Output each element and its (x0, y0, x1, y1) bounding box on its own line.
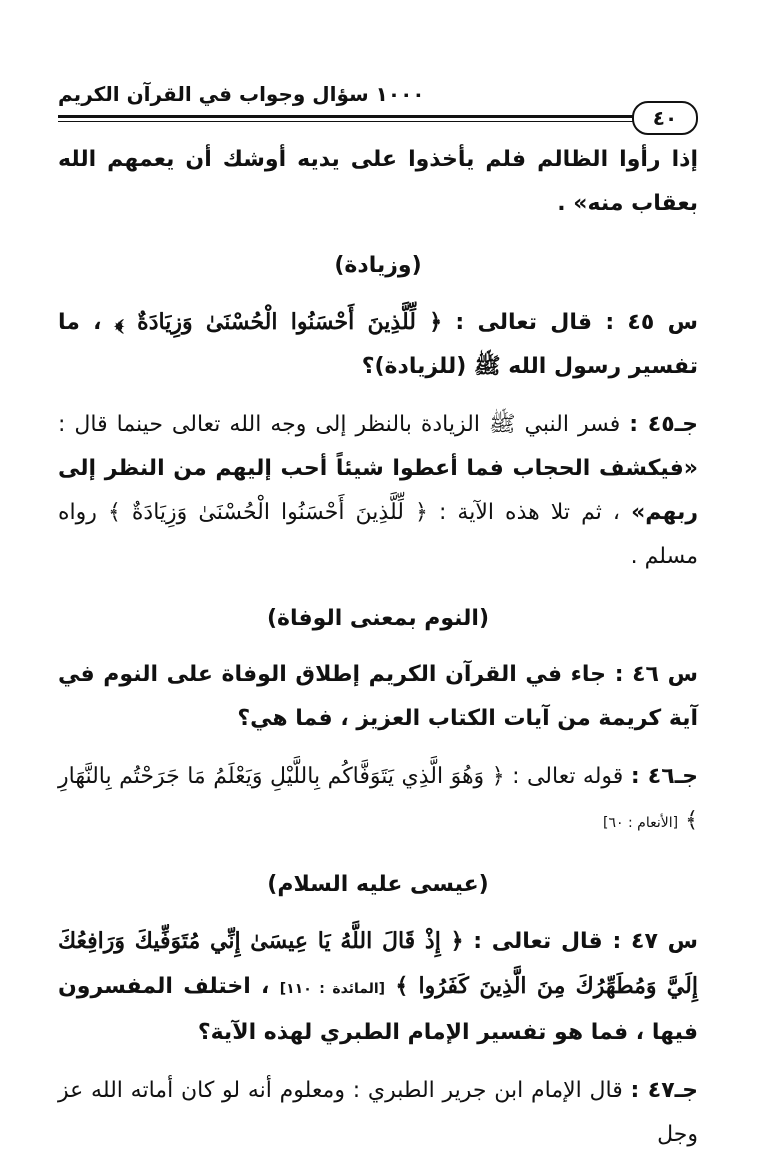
answer-text-cont: ، ثم تلا هذه الآية : ﴿ (415, 500, 621, 525)
answer-label: جـ٤٦ : (630, 764, 698, 789)
header-rule (58, 115, 658, 118)
question-47 (58, 919, 698, 1055)
question-label: س ٤٧ : (612, 929, 698, 954)
page-body (58, 138, 698, 1157)
page-number: ٤٠ (632, 101, 698, 135)
answer-text: فسر النبي ﷺ الزيادة بالنظر إلى وجه الله تعالى حينما قال : (58, 412, 621, 437)
quran-verse: إِذْ قَالَ اللَّهُ يَا عِيسَىٰ إِنِّي مُتَوَفِّيكَ وَرَافِعُكَ إِلَيَّ وَمُطَهِّرُكَ مِنَ الَّذِينَ كَفَرُوا (58, 928, 698, 999)
answer-label: جـ٤٥ : (629, 412, 698, 437)
answer-lead: قوله تعالى : ﴿ (491, 764, 624, 789)
header-rule-thin (58, 121, 658, 122)
question-label: س ٤٥ : (605, 310, 698, 335)
question-text: جاء في القرآن الكريم إطلاق الوفاة على النوم في آية كريمة من آيات الكتاب العزيز ، فما هي؟ (58, 662, 698, 731)
question-text: ﴾ ، ما تفسير رسول الله ﷺ (للزيادة)؟ (58, 310, 698, 379)
book-title: ١٠٠٠ سؤال وجواب في القرآن الكريم (58, 82, 425, 106)
question-label: س ٤٦ : (614, 662, 698, 687)
question-lead: قال تعالى : ﴿ (429, 310, 593, 335)
verse-reference: [المائدة : ١١٠] (279, 981, 386, 997)
page-header (58, 78, 698, 138)
quran-verse: لِّلَّذِينَ أَحْسَنُوا الْحُسْنَىٰ وَزِيَادَةٌ (131, 500, 404, 525)
question-45 (58, 300, 698, 389)
question-46 (58, 653, 698, 741)
answer-label: جـ٤٧ : (630, 1078, 698, 1103)
answer-46 (58, 755, 698, 845)
answer-source: ﴾ رواه مسلم . (58, 500, 698, 569)
verse-close: ﴾ (685, 808, 698, 833)
verse-reference: [الأنعام : ٦٠] (603, 815, 679, 831)
section-heading-isa: (عيسى عليه السلام) (267, 872, 489, 897)
intro-paragraph: إذا رأوا الظالم فلم يأخذوا على يديه أوشك أن يعمهم الله بعقاب منه» . (58, 147, 698, 216)
answer-45 (58, 403, 698, 579)
hadith-quote: «فيكشف الحجاب فما أعطوا شيئاً أحب إليهم من النظر إلى ربهم» (58, 456, 698, 525)
quran-verse: لِّلَّذِينَ أَحْسَنُوا الْحُسْنَىٰ وَزِيَادَةٌ (137, 309, 416, 335)
verse-close: ﴾ (395, 974, 409, 999)
answer-text: قال الإمام ابن جرير الطبري : ومعلوم أنه لو كان أماته الله عز وجل (58, 1078, 698, 1147)
quran-verse: وَهُوَ الَّذِي يَتَوَفَّاكُم بِاللَّيْلِ وَيَعْلَمُ مَا جَرَحْتُم بِالنَّهَارِ (58, 764, 485, 789)
section-heading-ziyada: (وزيادة) (334, 253, 422, 278)
section-heading-sleep: (النوم بمعنى الوفاة) (266, 606, 490, 631)
question-text: ، اختلف المفسرون فيها ، فما هو تفسير الإمام الطبري لهذه الآية؟ (58, 974, 698, 1045)
question-lead: قال تعالى : ﴿ (450, 929, 603, 954)
answer-47 (58, 1069, 698, 1157)
